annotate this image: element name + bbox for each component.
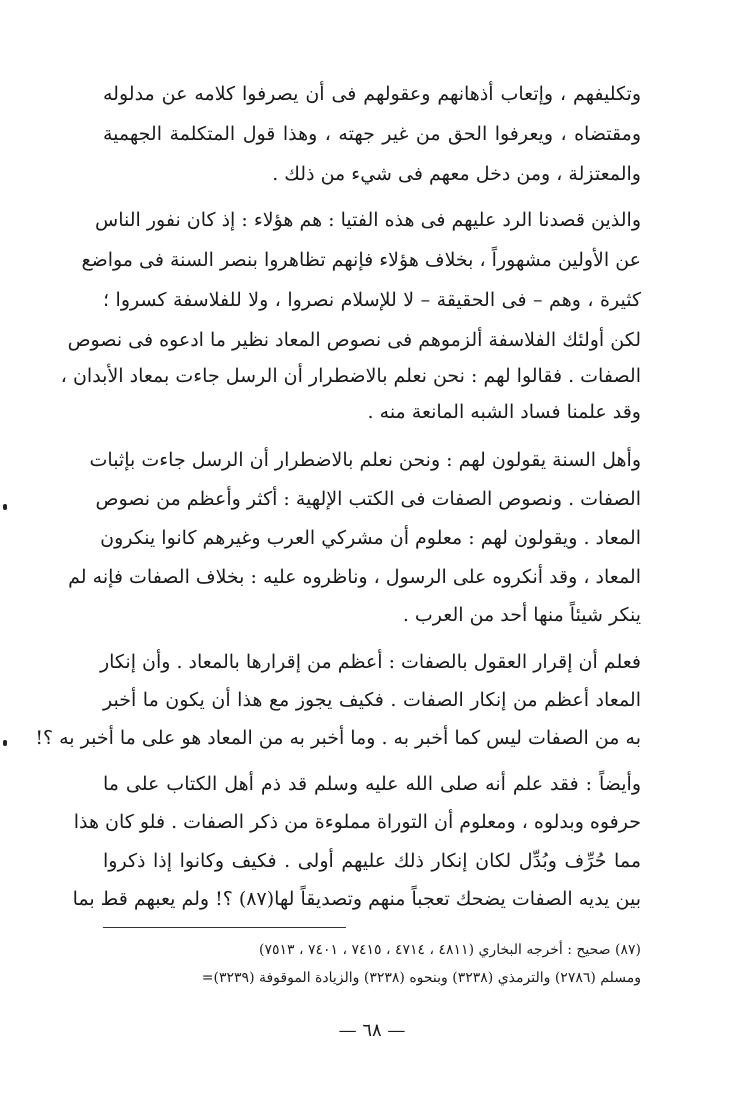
text-line: المعاد أعظم من إنكار الصفات . فكيف يجوز مع هذا أن يكون ما أخبر xyxy=(103,689,641,711)
text-line: حرفوه وبدلوه ، ومعلوم أن التوراة مملوءة من ذكر الصفات . فلو كان هذا xyxy=(73,811,641,833)
text-line: فعلم أن إقرار العقول بالصفات : أعظم من إقرارها بالمعاد . وأن إنكار xyxy=(99,651,641,673)
text-line: وأيضاً : فقد علم أنه صلى الله عليه وسلم قد ذم أهل الكتاب على ما xyxy=(103,773,641,795)
text-line: ينكر شيئاً منها أحد من العرب . xyxy=(402,604,641,626)
text-line: والمعتزلة ، ومن دخل معهم فى شيء من ذلك . xyxy=(272,163,641,185)
text-line: بين يديه الصفات يضحك تعجباً منهم وتصديقاً لها(٨٧) ؟! ولم يعبهم قط بما xyxy=(72,888,641,910)
text-line: المعاد ، وقد أنكروه على الرسول ، وناظروه عليه : بخلاف الصفات فإنه لم xyxy=(68,566,641,588)
text-line: لكن أولئك الفلاسفة ألزموهم فى نصوص المعاد نظير ما ادعوه فى نصوص xyxy=(67,329,641,351)
text-line: ومقتضاه ، ويعرفوا الحق من غير جهته ، وهذا قول المتكلمة الجهمية xyxy=(103,123,641,145)
page-number: — ٦٨ — xyxy=(338,1020,406,1041)
text-line: وتكليفهم ، وإتعاب أذهانهم وعقولهم فى أن يصرفوا كلامه عن مدلوله xyxy=(103,83,641,105)
footnote-line: ومسلم (٢٧٨٦) والترمذي (٣٢٣٨) وبنحوه (٣٢٣٨) والزيادة الموقوفة (٣٢٣٩)= xyxy=(201,970,641,986)
footnote-separator xyxy=(103,927,346,928)
text-line: والذين قصدنا الرد عليهم فى هذه الفتيا : هم هؤلاء : إذ كان نفور الناس xyxy=(95,209,641,231)
text-line: وقد علمنا فساد الشبه المانعة منه . xyxy=(367,401,641,423)
text-line: به من الصفات ليس كما أخبر به . وما أخبر به من المعاد هو على ما أخبر به ؟! xyxy=(35,727,641,749)
text-line: الصفات . فقالوا لهم : نحن نعلم بالاضطرار أن الرسل جاءت بمعاد الأبدان ، xyxy=(60,365,641,387)
text-line: المعاد . ويقولون لهم : معلوم أن مشركي العرب وغيرهم كانوا ينكرون xyxy=(100,527,641,549)
scan-mark xyxy=(3,504,7,510)
text-line: كثيرة ، وهم – فى الحقيقة – لا للإسلام نصروا ، ولا للفلاسفة كسروا ؛ xyxy=(103,289,641,311)
footnote-line: (٨٧) صحيح : أخرجه البخاري (٤٨١١ ، ٤٧١٤ ، ٧٤١٥ ، ٧٤٠١ ، ٧٥١٣) xyxy=(259,942,641,958)
text-line: مما حُرِّف وبُدِّل لكان إنكار ذلك عليهم أولى . فكيف وكانوا إذا ذكروا xyxy=(103,850,641,872)
scan-mark xyxy=(3,740,7,746)
text-line: عن الأولين مشهوراً ، بخلاف هؤلاء فإنهم تظاهروا بنصر السنة فى مواضع xyxy=(81,249,641,271)
text-line: وأهل السنة يقولون لهم : ونحن نعلم بالاضطرار أن الرسل جاءت بإثبات xyxy=(89,449,641,471)
text-line: الصفات . ونصوص الصفات فى الكتب الإلهية : أكثر وأعظم من نصوص xyxy=(95,488,641,510)
